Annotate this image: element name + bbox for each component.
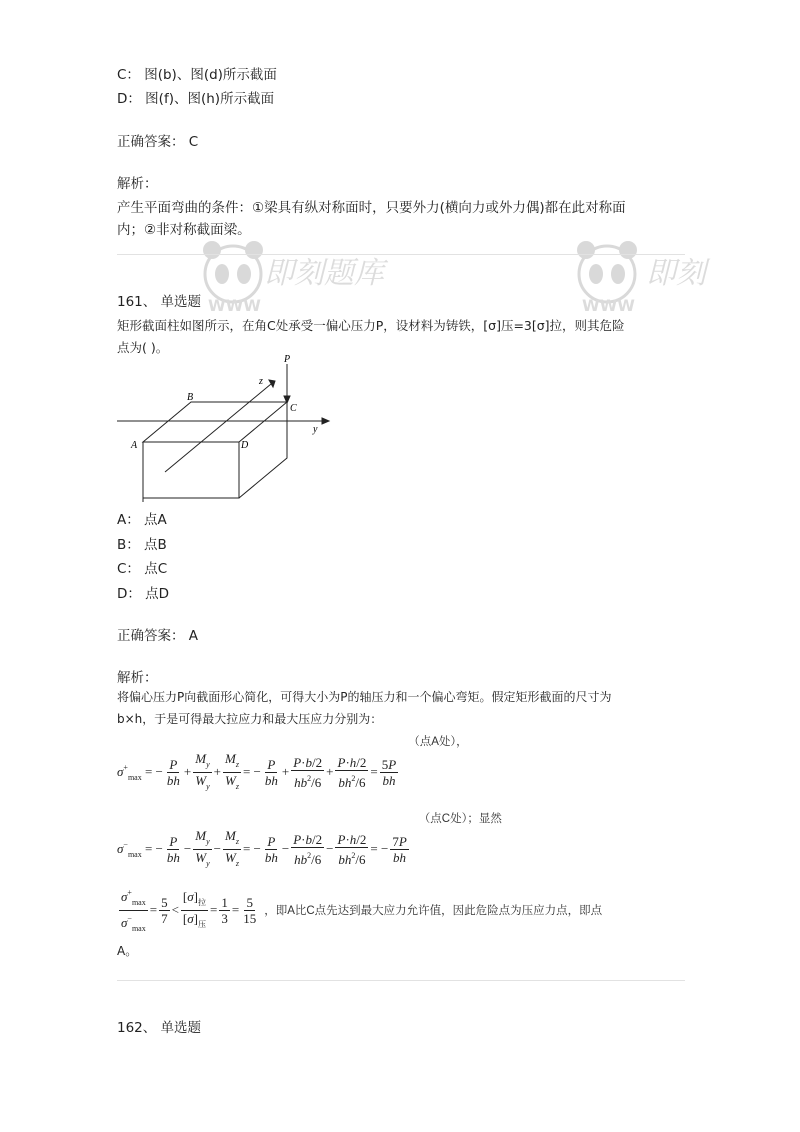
equation-max-tension: $\sigma^+_{max}$ = − $\frac{P}{bh}$ + $\frac{M_y}{W_y}$ + $\frac{M_z}{W_z}$ = − $\frac{P}{bh}$ + $\frac{P\cdot b/2}{hb^2/6}$ + $\frac{P\cdot h/2}{bh^2/6}$ = $\frac{5P}{bh}$ （点A处）， (117, 733, 468, 811)
analysis-text: 内；②非对称截面梁。 (117, 222, 251, 238)
watermark-text-partial: 即刻 (646, 256, 706, 291)
divider (117, 254, 685, 255)
question-header: 162、 单选题 (117, 1020, 202, 1036)
divider (117, 980, 685, 981)
watermark-left (198, 236, 384, 315)
correct-answer: 正确答案： C (117, 134, 199, 150)
equation-ratio: $\frac{\sigma^+_{max}}{\sigma^-_{max}}$ = $\frac{5}{7}$ < $\frac{[\sigma]_拉}{[\sigma]_压}$ = $\frac{1}{3}$ = $\frac{5}{15}$ ，即A比C点先达到最大应力允许值，因此危险点为压应力点，即点 (117, 884, 602, 936)
label-b: B (187, 392, 194, 403)
option-c[interactable]: C： 点C (117, 561, 168, 577)
analysis-text: b×h，于是可得最大拉应力和最大压应力分别为： (117, 712, 383, 726)
watermark-sub: WWW (208, 296, 261, 315)
equation-note: ，即A比C点先达到最大应力允许值，因此危险点为压应力点，即点 (264, 905, 603, 917)
equation-note: （点A处）， (408, 736, 468, 748)
analysis-conclusion: A。 (117, 944, 138, 958)
label-a: A (131, 440, 138, 451)
analysis-label: 解析： (117, 670, 158, 686)
label-d: D (241, 440, 249, 451)
label-p: P (284, 354, 291, 365)
watermark-text: 即刻题库 (264, 256, 384, 291)
option-a[interactable]: A： 点A (117, 512, 167, 528)
question-stem: 点为( )。 (117, 340, 169, 355)
equation-note: （点C处）；显然 (418, 813, 502, 825)
question-header: 161、 单选题 (117, 294, 202, 310)
option-c: C： 图(b)、图(d)所示截面 (117, 67, 277, 83)
option-d: D： 图(f)、图(h)所示截面 (117, 91, 275, 107)
watermark-right (572, 236, 706, 315)
analysis-text: 将偏心压力P向截面形心简化，可得大小为P的轴压力和一个偏心弯矩。假定矩形截面的尺寸为 (117, 690, 612, 704)
correct-answer: 正确答案： A (117, 628, 199, 644)
analysis-label: 解析： (117, 176, 158, 192)
option-b[interactable]: B： 点B (117, 537, 167, 553)
option-d[interactable]: D： 点D (117, 586, 170, 602)
label-c: C (290, 403, 297, 414)
analysis-text: 产生平面弯曲的条件：①梁具有纵对称面时，只要外力(横向力或外力偶)都在此对称面 (117, 200, 626, 216)
question-stem: 矩形截面柱如图所示，在角C处承受一偏心压力P，设材料为铸铁，[σ]压=3[σ]拉，则其危险 (117, 318, 625, 333)
label-y: y (313, 424, 318, 435)
label-z: z (259, 376, 263, 387)
watermark-sub: WWW (582, 296, 635, 315)
equation-max-compression: $\sigma^-_{max}$ = − $\frac{P}{bh}$ − $\frac{M_y}{W_y}$ − $\frac{M_z}{W_z}$ = − $\frac{P}{bh}$ − $\frac{P\cdot b/2}{hb^2/6}$ − $\frac{P\cdot h/2}{bh^2/6}$ = − $\frac{7P}{bh}$ （点C处）；显然 (117, 810, 502, 888)
column-figure (117, 354, 337, 504)
